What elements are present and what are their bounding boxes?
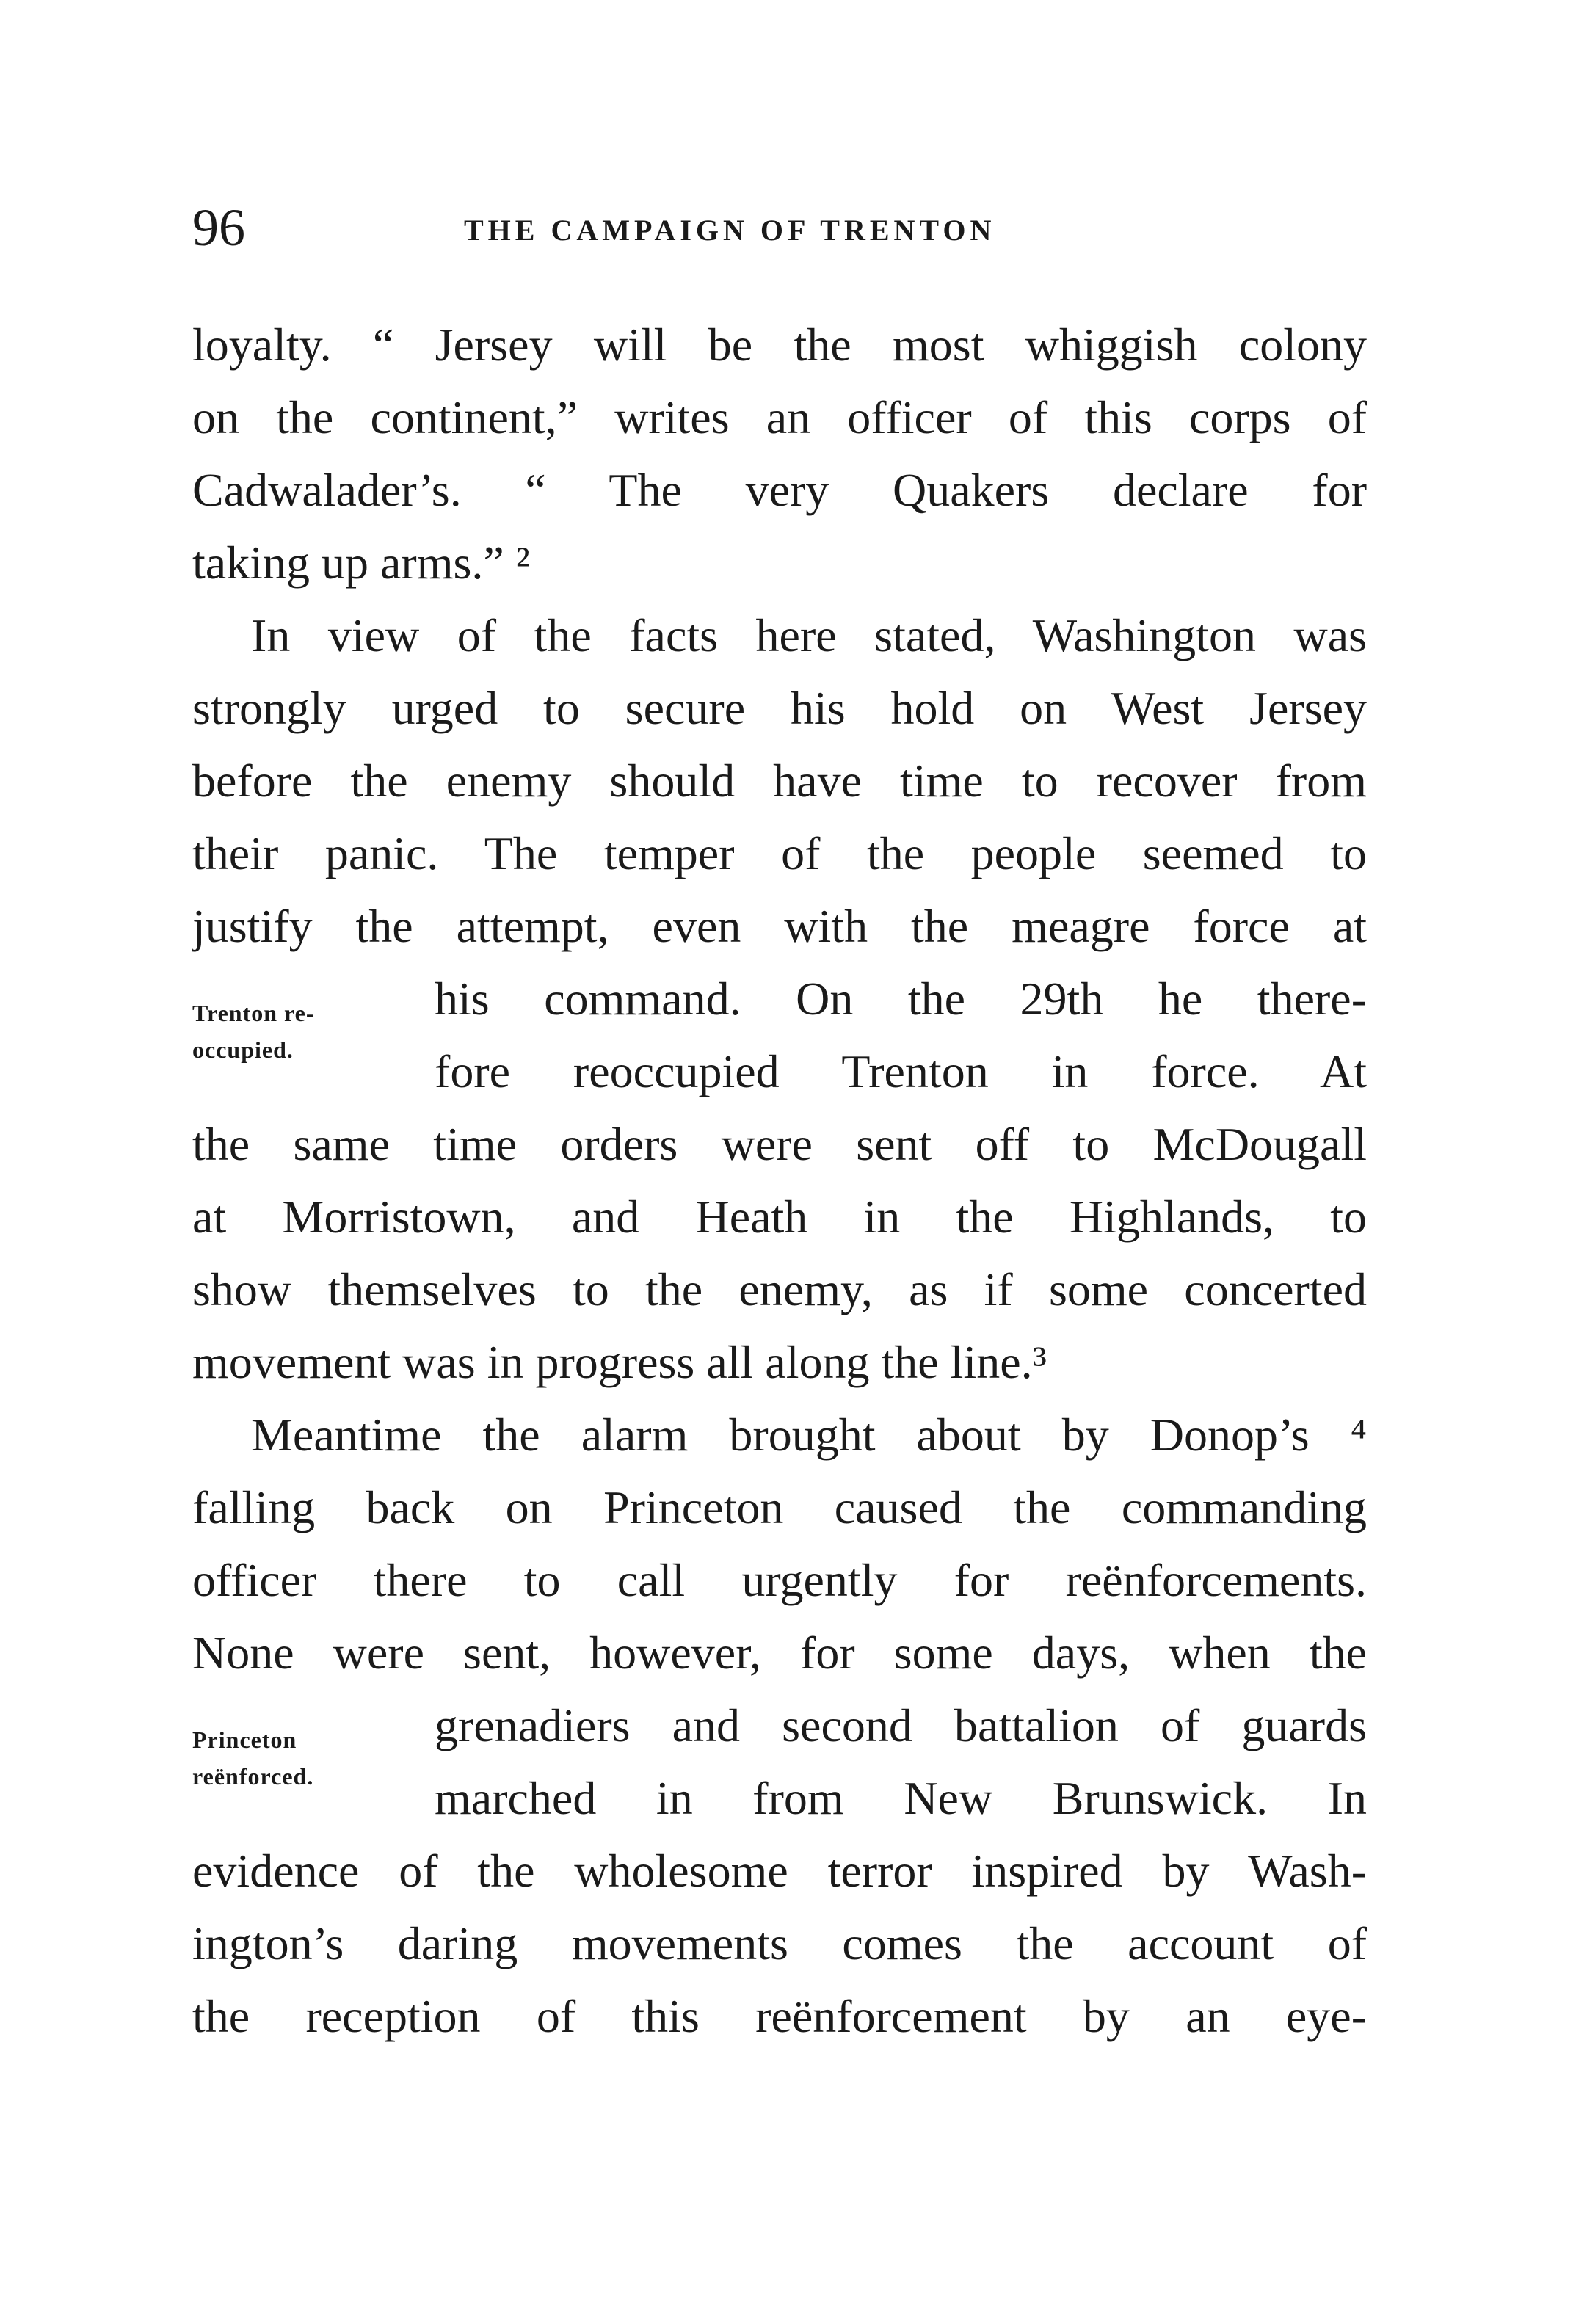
- text-line: the same time orders were sent off to McDougall: [192, 1118, 1367, 1170]
- text-line: before the enemy should have time to recover from: [192, 755, 1367, 807]
- page-header-title: THE CAMPAIGN OF TRENTON: [464, 214, 996, 247]
- text-line: strongly urged to secure his hold on West Jersey: [192, 682, 1367, 734]
- text-line: his command. On the 29th he there-: [435, 973, 1367, 1025]
- text-line: loyalty. “ Jersey will be the most whiggish colony: [192, 319, 1367, 371]
- text-line: Meantime the alarm brought about by Donop’s ⁴: [251, 1409, 1367, 1461]
- text-line: grenadiers and second battalion of guards: [435, 1699, 1367, 1751]
- text-line: falling back on Princeton caused the commanding: [192, 1481, 1367, 1533]
- side-note-princeton: [192, 1721, 313, 1795]
- side-note-trenton: [192, 995, 315, 1068]
- side-note-line: Trenton re-: [192, 1000, 315, 1026]
- body-text: [192, 308, 1367, 2052]
- text-line: the reception of this reënforcement by an eye-: [192, 1990, 1367, 2042]
- text-line: at Morristown, and Heath in the Highlands, to: [192, 1191, 1367, 1243]
- text-line: evidence of the wholesome terror inspired by Wash-: [192, 1845, 1367, 1897]
- text-line: marched in from New Brunswick. In: [435, 1772, 1367, 1824]
- side-note-line: occupied.: [192, 1036, 294, 1063]
- text-line: their panic. The temper of the people seemed to: [192, 827, 1367, 879]
- text-line: taking up arms.” ²: [192, 537, 530, 589]
- text-line: officer there to call urgently for reënforcements.: [192, 1554, 1367, 1606]
- text-line: justify the attempt, even with the meagre force at: [192, 900, 1367, 952]
- page-number: 96: [192, 198, 245, 257]
- side-note-line: reënforced.: [192, 1763, 314, 1790]
- text-line: Cadwalader’s. “ The very Quakers declare for: [192, 464, 1367, 516]
- text-line: fore reoccupied Trenton in force. At: [435, 1045, 1367, 1097]
- side-note-line: Princeton: [192, 1726, 297, 1753]
- text-line: movement was in progress all along the line.³: [192, 1336, 1047, 1388]
- text-line: In view of the facts here stated, Washington was: [251, 609, 1367, 661]
- running-head: [192, 198, 1367, 257]
- text-line: on the continent,” writes an officer of this corps of: [192, 391, 1367, 443]
- text-line: None were sent, however, for some days, when the: [192, 1627, 1367, 1679]
- text-line: show themselves to the enemy, as if some concerted: [192, 1263, 1367, 1315]
- text-line: ington’s daring movements comes the account of: [192, 1917, 1367, 1969]
